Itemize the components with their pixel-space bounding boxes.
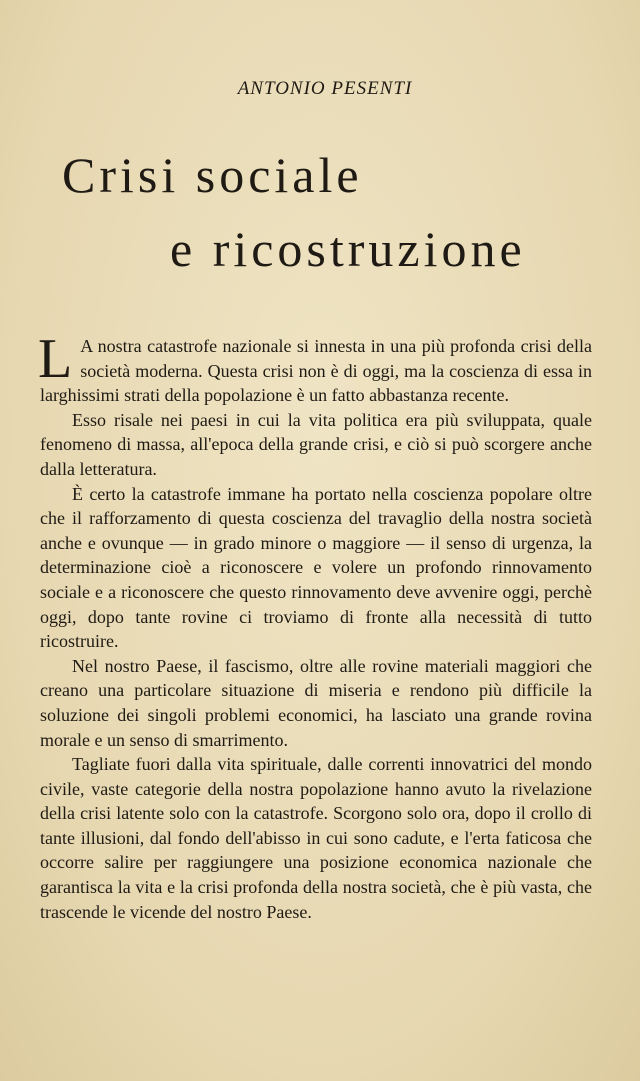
- title-line-1: Crisi sociale: [62, 147, 363, 203]
- paragraph-5: Tagliate fuori dalla vita spirituale, dalle correnti innovatrici del mondo civile, vaste categorie della nostra popolazione hanno avuto la rivelazione della crisi latente solo con la catastrofe. Scorgono solo ora, dopo il crollo di tante illusioni, dal fondo dell'abisso in cui sono cadute, e l'erta faticosa che occorre salire per raggiungere una posizione economica nazionale che garantisca la vita e la crisi profonda della nostra società, che è più vasta, che trascende le vicende del nostro Paese.: [40, 754, 592, 922]
- author-name: ANTONIO PESENTI: [237, 78, 413, 99]
- paragraph-1-text: A nostra catastrofe nazionale si innesta in una più profonda crisi della società moderna. Questa crisi non è di oggi, ma la coscienza di essa in larghissimi strati della popolazione è un fatto abbastanza recente.: [40, 336, 592, 406]
- title-line-2: e ricostruzione: [170, 221, 526, 277]
- paragraph-2: Esso risale nei paesi in cui la vita politica era più sviluppata, quale fenomeno di massa, all'epoca della grande crisi, e ciò si può scorgere anche dalla letteratura.: [40, 409, 592, 479]
- drop-cap: L: [38, 328, 73, 390]
- article-body: [38, 328, 592, 924]
- paragraph-1: [38, 328, 592, 408]
- paragraph-4: Nel nostro Paese, il fascismo, oltre alle rovine materiali maggiori che creano una particolare situazione di miseria e rendono più difficile la soluzione dei singoli problemi economici, ha lasciato una grande rovina morale e un senso di smarrimento.: [40, 655, 592, 750]
- paragraph-3: È certo la catastrofe immane ha portato nella coscienza popolare oltre che il rafforzamento di questa coscienza del travaglio della nostra società anche e ovunque — in grado minore o maggiore — il senso di urgenza, la determinazione cioè a riconoscere e volere un profondo rinnovamento sociale e a riconoscere che questo rinnovamento deve avvenire oggi, perchè oggi, dopo tante rovine ci troviamo di fronte alla necessità di tutto ricostruire.: [40, 483, 592, 652]
